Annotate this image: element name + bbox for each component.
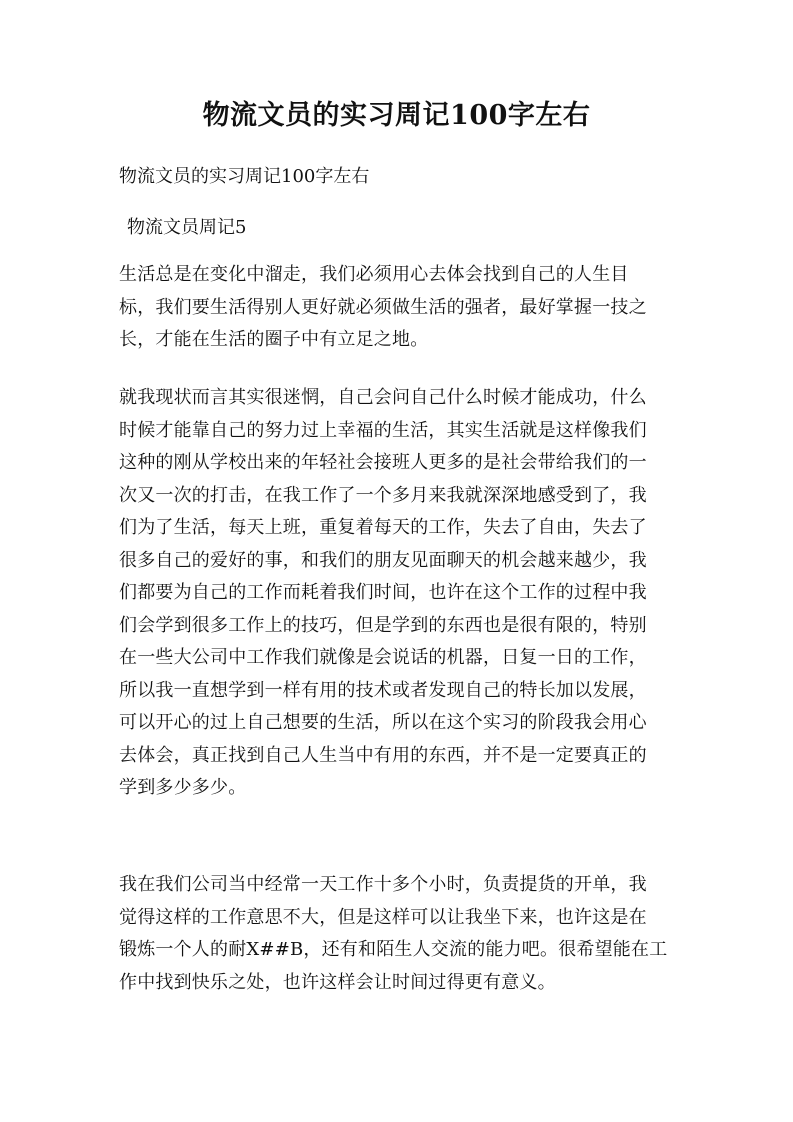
paragraph-line: 在一些大公司中工作我们就像是会说话的机器，日复一日的工作， <box>119 647 647 668</box>
paragraph-line: 次又一次的打击，在我工作了一个多月来我就深深地感受到了，我 <box>119 484 647 506</box>
paragraph-line: 们会学到很多工作上的技巧，但是学到的东西也是很有限的，特别 <box>119 614 647 636</box>
paragraph-line: 标，我们要生活得别人更好就必须做生活的强者，最好掌握一技之 <box>119 296 647 318</box>
paragraph-line: 觉得这样的工作意思不大，但是这样可以让我坐下来，也许这是在 <box>119 906 647 928</box>
paragraph-line: 锻炼一个人的耐X##B，还有和陌生人交流的能力吧。很希望能在工 <box>119 939 668 960</box>
paragraph-3 <box>119 873 675 1003</box>
section-heading: 物流文员周记5 <box>127 217 247 238</box>
paragraph-line: 这种的刚从学校出来的年轻社会接班人更多的是社会带给我们的一 <box>119 452 647 473</box>
paragraph-line: 作中找到快乐之处，也许这样会让时间过得更有意义。 <box>119 971 556 993</box>
paragraph-line: 们为了生活，每天上班，重复着每天的工作，失去了自由，失去了 <box>119 517 647 538</box>
paragraph-2 <box>119 386 675 809</box>
document-title: 物流文员的实习周记100字左右 <box>202 100 591 131</box>
paragraph-line: 时候才能靠自己的努力过上幸福的生活，其实生活就是这样像我们 <box>119 419 647 441</box>
paragraph-line: 去体会，真正找到自己人生当中有用的东西，并不是一定要真正的 <box>119 744 647 766</box>
paragraph-line: 可以开心的过上自己想要的生活，所以在这个实习的阶段我会用心 <box>119 712 647 733</box>
paragraph-line: 所以我一直想学到一样有用的技术或者发现自己的特长加以发展， <box>119 679 647 701</box>
paragraph-line: 们都要为自己的工作而耗着我们时间，也许在这个工作的过程中我 <box>119 582 647 603</box>
paragraph-line: 生活总是在变化中溜走，我们必须用心去体会找到自己的人生目 <box>119 264 629 285</box>
paragraph-line: 很多自己的爱好的事，和我们的朋友见面聊天的机会越来越少，我 <box>119 549 647 571</box>
paragraph-line: 我在我们公司当中经常一天工作十多个小时，负责提货的开单，我 <box>119 874 647 895</box>
paragraph-1 <box>119 263 675 361</box>
paragraph-line: 就我现状而言其实很迷惘，自己会问自己什么时候才能成功，什么 <box>119 387 647 408</box>
paragraph-line: 学到多少多少。 <box>119 777 247 798</box>
paragraph-line: 长，才能在生活的圈子中有立足之地。 <box>119 329 429 350</box>
document-subtitle: 物流文员的实习周记100字左右 <box>119 166 370 187</box>
